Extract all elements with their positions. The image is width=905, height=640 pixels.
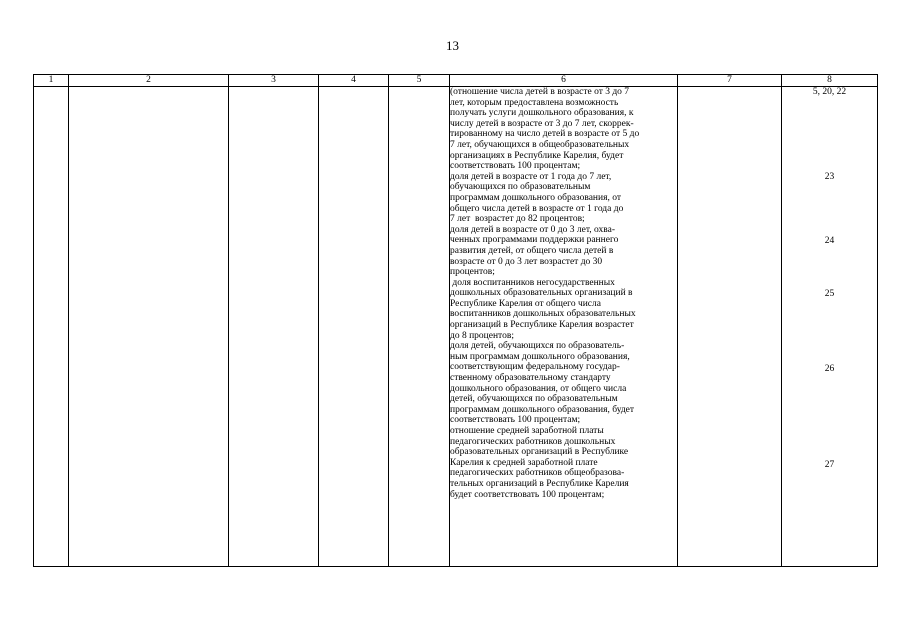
header-col-6: 6: [450, 75, 678, 87]
header-col-5: 5: [389, 75, 450, 87]
cell-col-1: [34, 87, 69, 567]
header-col-1: 1: [34, 75, 69, 87]
indicator-text: отношение средней заработной платы педагогических работников дошкольных образовательных организаций в Республике Карелия к средней заработной плате педагогических работников общеобразова- тельных организаций в Республике Карелия будет соответствовать 100 процентам;: [450, 426, 629, 500]
table-header-row: [34, 75, 878, 87]
ref-number: 23: [824, 172, 835, 182]
cell-col-4: [319, 87, 389, 567]
indicator-text: доля воспитанников негосударственных дошкольных образовательных организаций в Республике Карелия от общего числа воспитанников дошкольных образовательных организаций в Республике Карелия возрастет до 8 процентов;: [450, 277, 636, 341]
ref-number: 27: [824, 460, 835, 470]
header-col-4: 4: [319, 75, 389, 87]
cell-col-8-refs: [782, 87, 878, 567]
indicator-text: доля детей в возрасте от 1 года до 7 лет, обучающихся по образовательным программам дошкольного образования, от общего числа детей в возрасте от 1 года до 7 лет возрастет до 82 процентов;: [450, 171, 624, 225]
header-col-8: 8: [782, 75, 878, 87]
ref-number: 25: [824, 289, 835, 299]
cell-col-2: [69, 87, 229, 567]
ref-number: 5, 20, 22: [812, 87, 847, 97]
program-table: [33, 74, 878, 567]
header-col-2: 2: [69, 75, 229, 87]
page-number: 13: [446, 38, 459, 53]
ref-number: 24: [824, 236, 835, 246]
indicator-text: доля детей, обучающихся по образователь- ным программам дошкольного образования, соответствующим федеральному государ- ственному образовательному стандарту дошкольного образования, от общего числа детей, обучающихся по образовательным программам дошкольного образования, будет соответствовать 100 процентам;: [450, 341, 635, 426]
cell-col-5: [389, 87, 450, 567]
header-col-7: 7: [678, 75, 782, 87]
cell-col-6-indicators: [450, 87, 678, 567]
indicator-text: (отношение числа детей в возрасте от 3 до 7 лет, которым предоставлена возможность получать услуги дошкольного образования, к числу детей в возрасте от 3 до 7 лет, скоррек- тированному на число детей в возрасте от 5 до 7 лет, обучающихся в общеобразовательных организациях в Республике Карелия, будет соответствовать 100 процентам;: [450, 87, 640, 172]
cell-col-3: [229, 87, 319, 567]
cell-col-7: [678, 87, 782, 567]
header-col-3: 3: [229, 75, 319, 87]
indicator-text: доля детей в возрасте от 0 до 3 лет, охва- ченных программами поддержки раннего развития детей, от общего числа детей в возрасте от 0 до 3 лет возрастет до 30 процентов;: [450, 224, 619, 278]
ref-number: 26: [824, 364, 835, 374]
table-row: [34, 87, 878, 567]
